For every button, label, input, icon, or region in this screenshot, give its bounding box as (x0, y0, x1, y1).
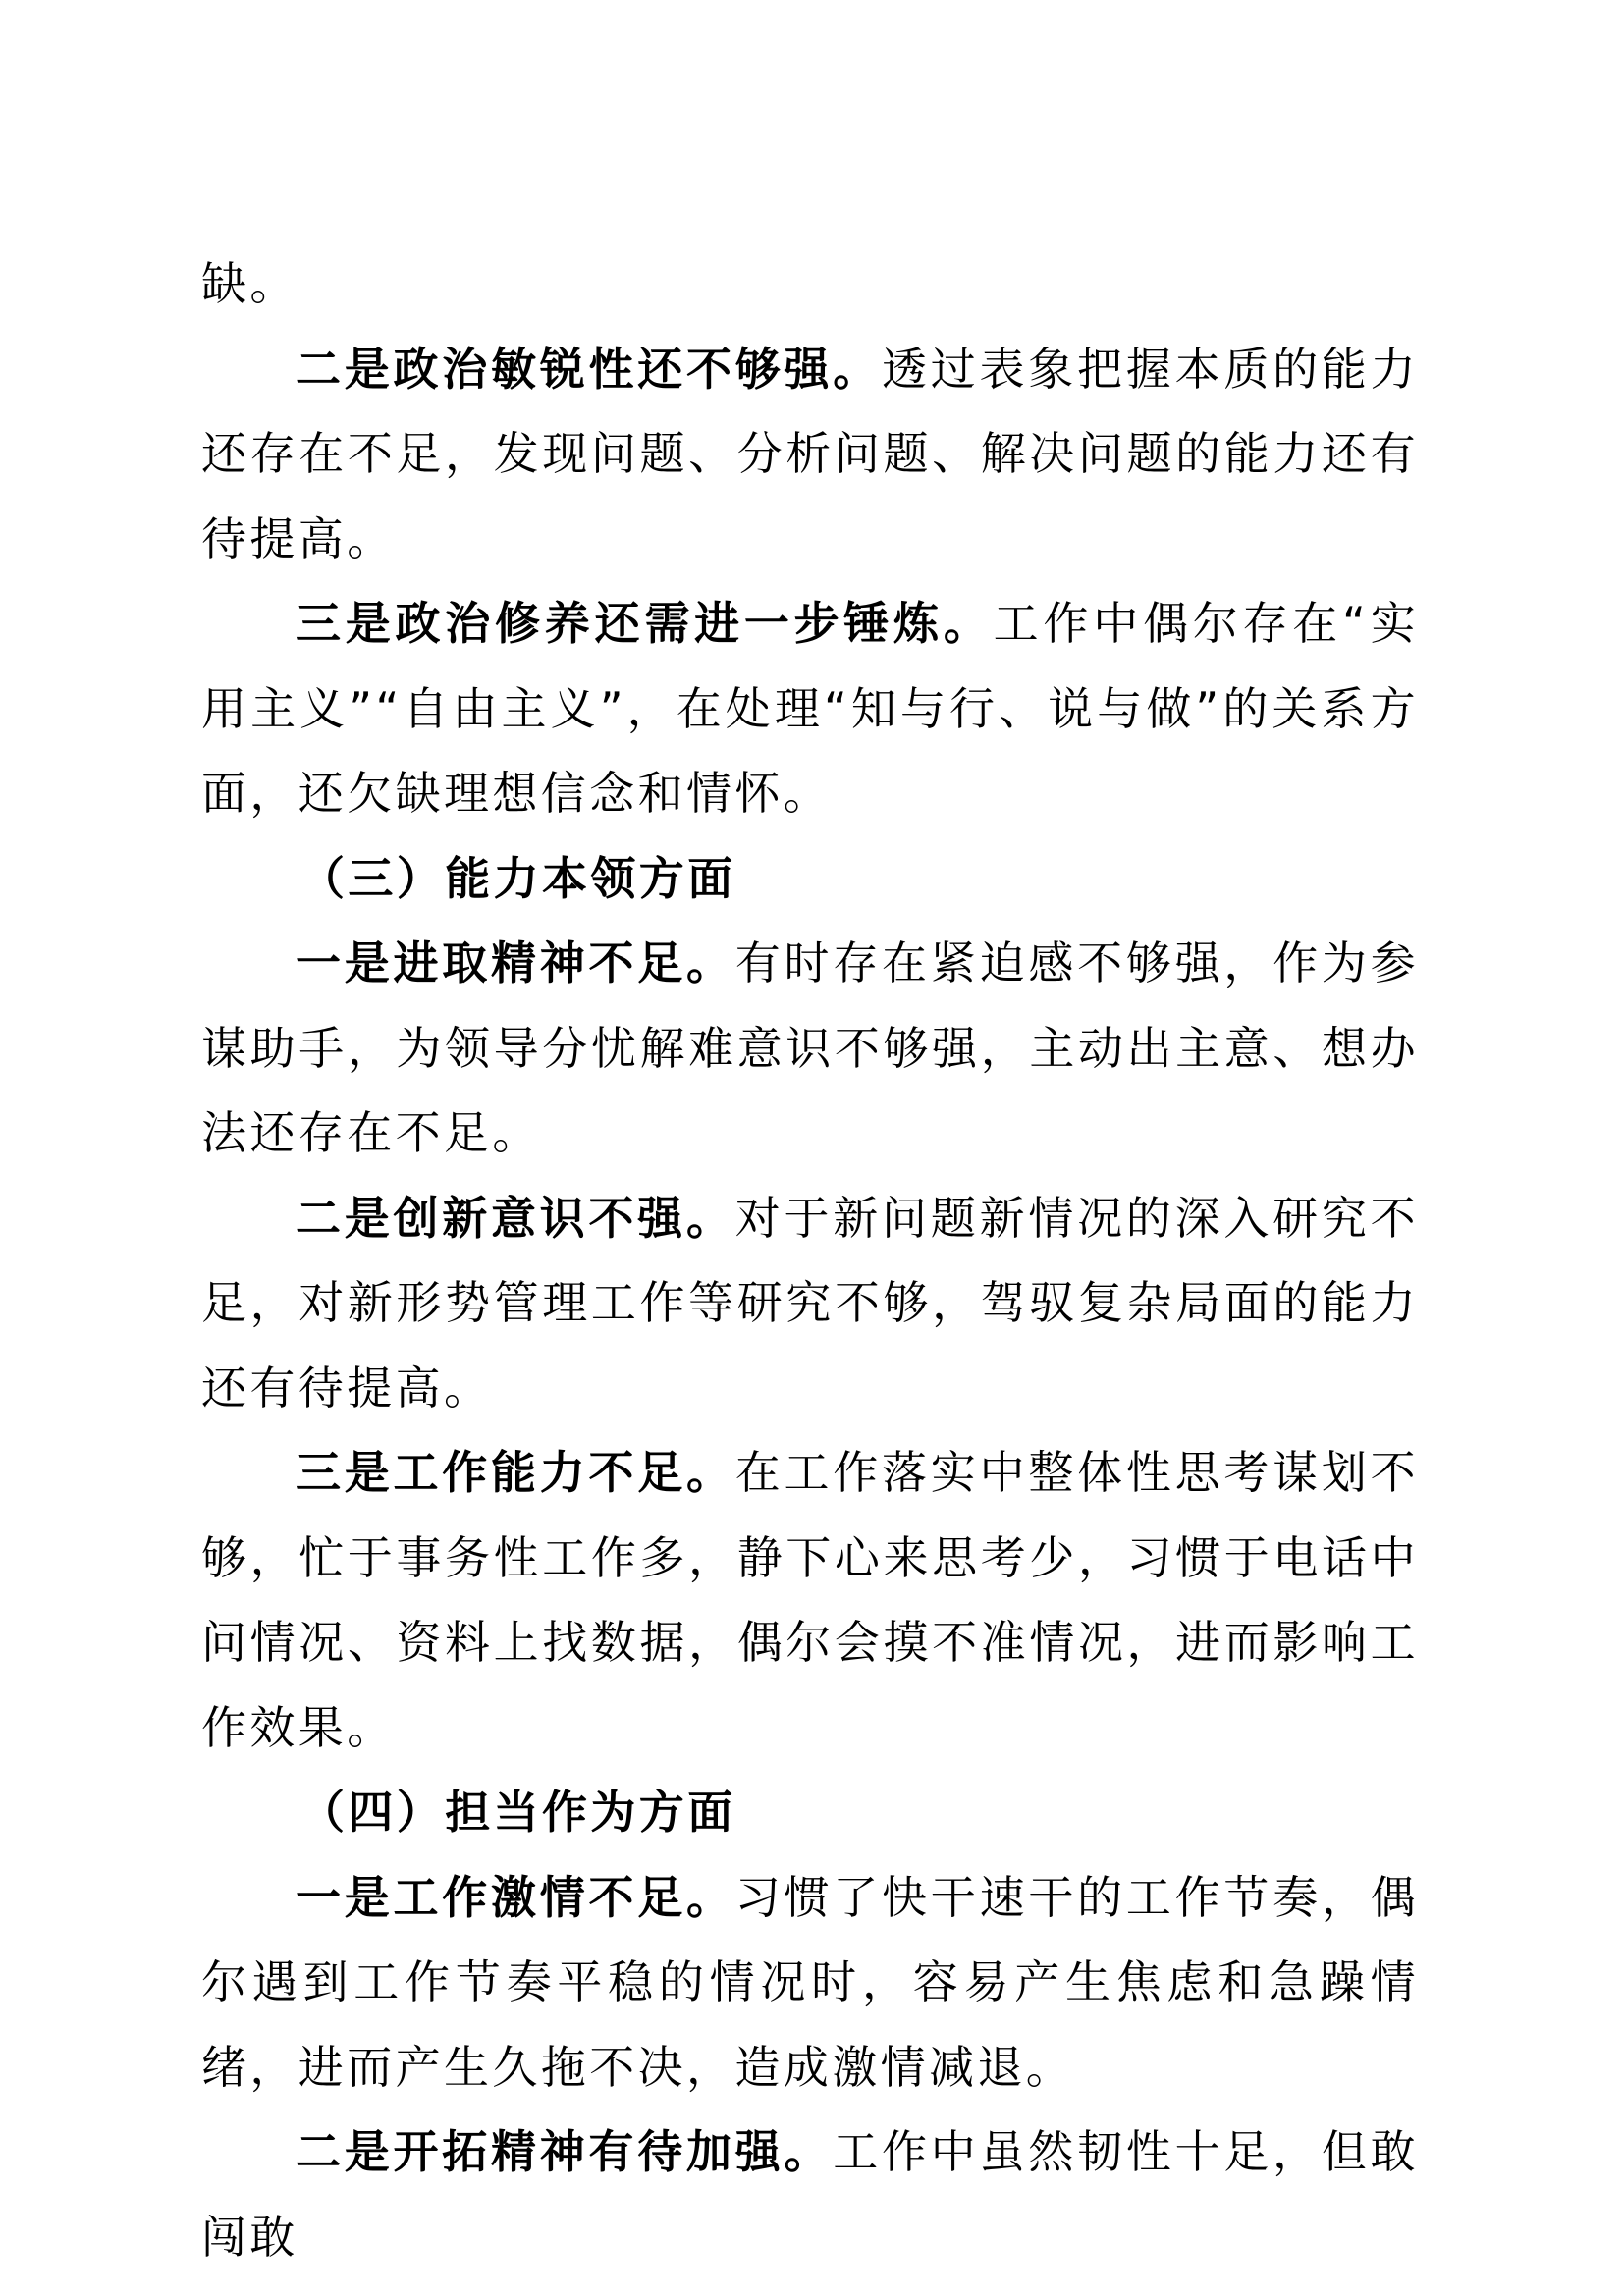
paragraph-continuation (201, 241, 1419, 327)
paragraph-political-cultivation (201, 581, 1419, 836)
paragraph-text: 工作中虽然韧性十足，但敢闯敢 (201, 2125, 1419, 2264)
paragraph-lead: 二是政治敏锐性还不够强。 (296, 342, 883, 396)
paragraph-political-sensitivity (201, 327, 1419, 582)
paragraph-lead: 二是创新意识不强。 (296, 1191, 735, 1245)
paragraph-lead: 一是工作激情不足。 (296, 1870, 735, 1924)
paragraph-text: 习惯了快干速干的工作节奏，偶尔遇到工作节奏平稳的情况时，容易产生焦虑和急躁情绪，进而产生久拖不决，造成激情减退。 (201, 1870, 1419, 2094)
paragraph-work-passion (201, 1855, 1419, 2110)
paragraph-pioneering-spirit (201, 2109, 1419, 2279)
paragraph-text: 透过表象把握本质的能力还存在不足，发现问题、分析问题、解决问题的能力还有待提高。 (201, 342, 1419, 565)
paragraph-text: 在工作落实中整体性思考谋划不够，忙于事务性工作多，静下心来思考少，习惯于电话中问情况、资料上找数据，偶尔会摸不准情况，进而影响工作效果。 (201, 1446, 1419, 1754)
paragraph-lead: 二是开拓精神有待加强。 (296, 2125, 834, 2178)
paragraph-lead: 三是工作能力不足。 (296, 1446, 735, 1499)
paragraph-text: 工作中偶尔存在“实用主义”“自由主义”，在处理“知与行、说与做”的关系方面，还欠缺理想信念和情怀。 (201, 597, 1419, 820)
paragraph-work-ability (201, 1430, 1419, 1770)
paragraph-lead: 一是进取精神不足。 (296, 936, 735, 989)
section-heading-text: （三）能力本领方面 (299, 851, 736, 905)
section-heading-responsibility (201, 1770, 1419, 1855)
paragraph-text: 有时存在紧迫感不够强，作为参谋助手，为领导分忧解难意识不够强，主动出主意、想办法还存在不足。 (201, 936, 1419, 1159)
paragraph-lead: 三是政治修养还需进一步锤炼。 (296, 597, 994, 650)
paragraph-text: 缺。 (201, 257, 298, 310)
document-page (201, 241, 1419, 2279)
section-heading-text: （四）担当作为方面 (299, 1786, 736, 1839)
paragraph-enterprising-spirit (201, 921, 1419, 1176)
paragraph-innovation (201, 1176, 1419, 1431)
paragraph-text: 对于新问题新情况的深入研究不足，对新形势管理工作等研究不够，驾驭复杂局面的能力还有待提高。 (201, 1191, 1419, 1415)
section-heading-ability (201, 836, 1419, 922)
